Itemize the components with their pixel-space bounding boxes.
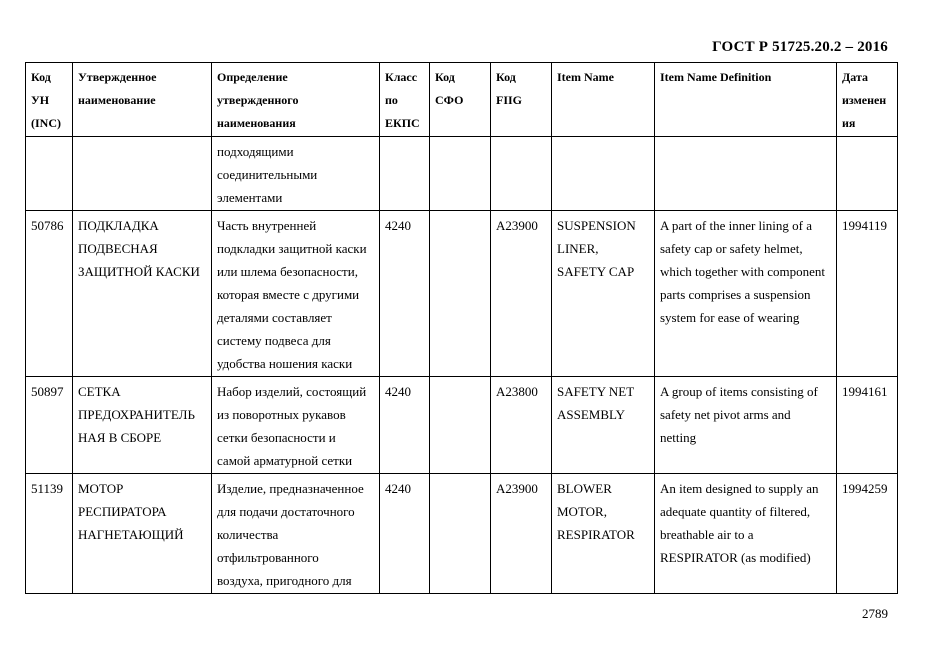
cell-date: 1994119 [837,211,898,377]
text-line: Код [435,70,455,84]
text-line: ия [842,116,856,130]
cell-definition-en [655,211,837,377]
text-line: НАЯ В СБОРЕ [78,430,162,445]
table-row [26,211,898,377]
cell-item-name [552,211,655,377]
text-line: RESPIRATOR (as modified) [660,550,811,565]
text-line: ПОДКЛАДКА [78,218,159,233]
text-line: safety cap or safety helmet, [660,241,803,256]
text-line: самой арматурной сетки [217,453,353,468]
text-line: подходящими [217,144,294,159]
text-line: RESPIRATOR [557,527,635,542]
text-line: An item designed to supply an [660,481,819,496]
cell-item-name [552,137,655,211]
text-line: по [385,93,398,107]
text-line: сетки безопасности и [217,430,336,445]
text-line: которая вместе с другими [217,287,360,302]
text-line: Код [31,70,51,84]
cell-fiig: A23900 [491,474,552,594]
text-line: SAFETY CAP [557,264,635,279]
text-line: SUSPENSION [557,218,636,233]
table-row [26,474,898,594]
text-line: подкладки защитной каски [217,241,367,256]
text-line: РЕСПИРАТОРА [78,504,167,519]
col-header-definition-ru [212,63,380,137]
cell-sfo [430,211,491,377]
text-line: parts comprises a suspension [660,287,811,302]
col-header-class [380,63,430,137]
text-line: FIIG [496,93,523,107]
cell-fiig: A23900 [491,211,552,377]
text-line: для подачи достаточного [217,504,355,519]
text-line: УН [31,93,50,107]
text-line: наименования [217,116,296,130]
text-line: (INC) [31,116,61,130]
text-line: LINER, [557,241,599,256]
col-header-item-name-definition [655,63,837,137]
cell-inc [26,137,73,211]
text-line: из поворотных рукавов [217,407,346,422]
col-header-sfo [430,63,491,137]
text-line: элементами [217,190,283,205]
cell-name-ru [73,474,212,594]
col-header-approved-name [73,63,212,137]
cell-definition-ru [212,211,380,377]
cell-item-name [552,377,655,474]
text-line: отфильтрованного [217,550,319,565]
text-line: which together with component [660,264,825,279]
text-line: Часть внутренней [217,218,317,233]
header-row [26,63,898,137]
cell-class: 4240 [380,474,430,594]
cell-definition-en [655,377,837,474]
col-header-item-name [552,63,655,137]
text-line: удобства ношения каски [217,356,353,371]
text-line: adequate quantity of filtered, [660,504,811,519]
text-line: или шлема безопасности, [217,264,358,279]
text-line: netting [660,430,697,445]
text-line: Класс [385,70,418,84]
page-number: 2789 [862,606,888,621]
col-header-inc [26,63,73,137]
item-name-register-table [25,62,898,594]
document-code: ГОСТ Р 51725.20.2 – 2016 [712,39,888,55]
cell-fiig [491,137,552,211]
cell-item-name [552,474,655,594]
text-line: НАГНЕТАЮЩИЙ [78,527,184,542]
text-line: СФО [435,93,464,107]
text-line: Определение [217,70,288,84]
text-line: соединительными [217,167,318,182]
text-line: утвержденного [217,93,299,107]
cell-date: 1994259 [837,474,898,594]
table-row [26,377,898,474]
text-line: СЕТКА [78,384,121,399]
cell-name-ru [73,211,212,377]
text-line: A part of the inner lining of a [660,218,812,233]
cell-definition-en [655,137,837,211]
text-line: SAFETY NET [557,384,635,399]
text-line: изменен [842,93,887,107]
cell-fiig: A23800 [491,377,552,474]
text-line: BLOWER [557,481,612,496]
text-line: Изделие, предназначенное [217,481,364,496]
cell-date [837,137,898,211]
col-header-fiig [491,63,552,137]
text-line: ЕКПС [385,116,420,130]
text-line: ПРЕДОХРАНИТЕЛЬ [78,407,195,422]
cell-date: 1994161 [837,377,898,474]
text-line: breathable air to a [660,527,754,542]
text-line: system for ease of wearing [660,310,800,325]
text-line: Item Name Definition [660,70,772,84]
text-line: MOTOR, [557,504,607,519]
text-line: Item Name [557,70,614,84]
cell-sfo [430,137,491,211]
text-line: наименование [78,93,156,107]
text-line: систему подвеса для [217,333,331,348]
col-header-date [837,63,898,137]
text-line: ЗАЩИТНОЙ КАСКИ [78,264,200,279]
text-line: МОТОР [78,481,124,496]
cell-definition-ru [212,377,380,474]
cell-inc: 50786 [26,211,73,377]
cell-name-ru [73,137,212,211]
text-line: Дата [842,70,868,84]
text-line: Код [496,70,516,84]
text-line: ПОДВЕСНАЯ [78,241,158,256]
cell-name-ru [73,377,212,474]
table-row [26,137,898,211]
text-line: Набор изделий, состоящий [217,384,367,399]
cell-sfo [430,377,491,474]
text-line: количества [217,527,279,542]
cell-class: 4240 [380,211,430,377]
cell-inc: 50897 [26,377,73,474]
cell-definition-ru [212,474,380,594]
text-line: A group of items consisting of [660,384,818,399]
text-line: Утвержденное [78,70,157,84]
text-line: воздуха, пригодного для [217,573,352,588]
text-line: ASSEMBLY [557,407,626,422]
cell-inc: 51139 [26,474,73,594]
cell-definition-ru [212,137,380,211]
cell-class: 4240 [380,377,430,474]
cell-sfo [430,474,491,594]
cell-definition-en [655,474,837,594]
text-line: safety net pivot arms and [660,407,791,422]
text-line: деталями составляет [217,310,332,325]
cell-class [380,137,430,211]
